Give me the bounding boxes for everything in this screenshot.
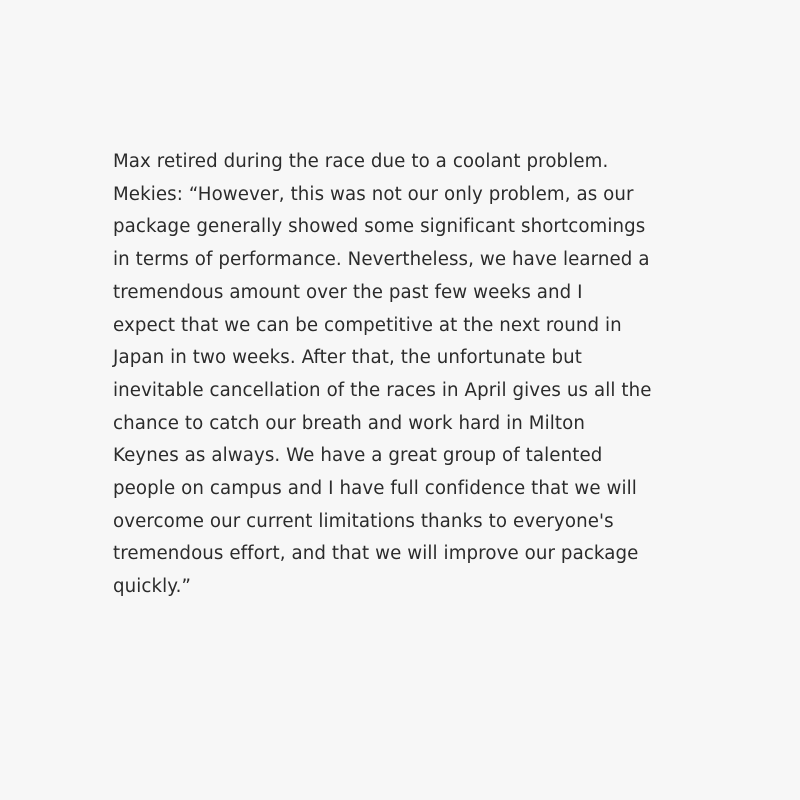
text-line: inevitable cancellation of the races in April gives us all the: [113, 379, 652, 401]
text-line: package generally showed some significant shortcomings: [113, 216, 646, 238]
quote-text-block: [113, 146, 713, 604]
text-line: chance to catch our breath and work hard in Milton: [113, 412, 585, 434]
text-line: tremendous amount over the past few weeks and I: [113, 281, 583, 303]
text-line: Keynes as always. We have a great group of talented: [113, 445, 603, 467]
text-line: Japan in two weeks. After that, the unfortunate but: [113, 347, 582, 369]
text-line: expect that we can be competitive at the next round in: [113, 314, 622, 336]
text-line: Max retired during the race due to a coolant problem.: [113, 151, 609, 172]
text-line: Mekies: “However, this was not our only problem, as our: [113, 183, 634, 205]
text-line: people on campus and I have full confidence that we will: [113, 478, 637, 500]
text-line: overcome our current limitations thanks to everyone's: [113, 510, 614, 532]
text-line: in terms of performance. Nevertheless, we have learned a: [113, 249, 650, 271]
text-line: quickly.”: [113, 576, 191, 598]
text-line: tremendous effort, and that we will improve our package: [113, 543, 639, 565]
